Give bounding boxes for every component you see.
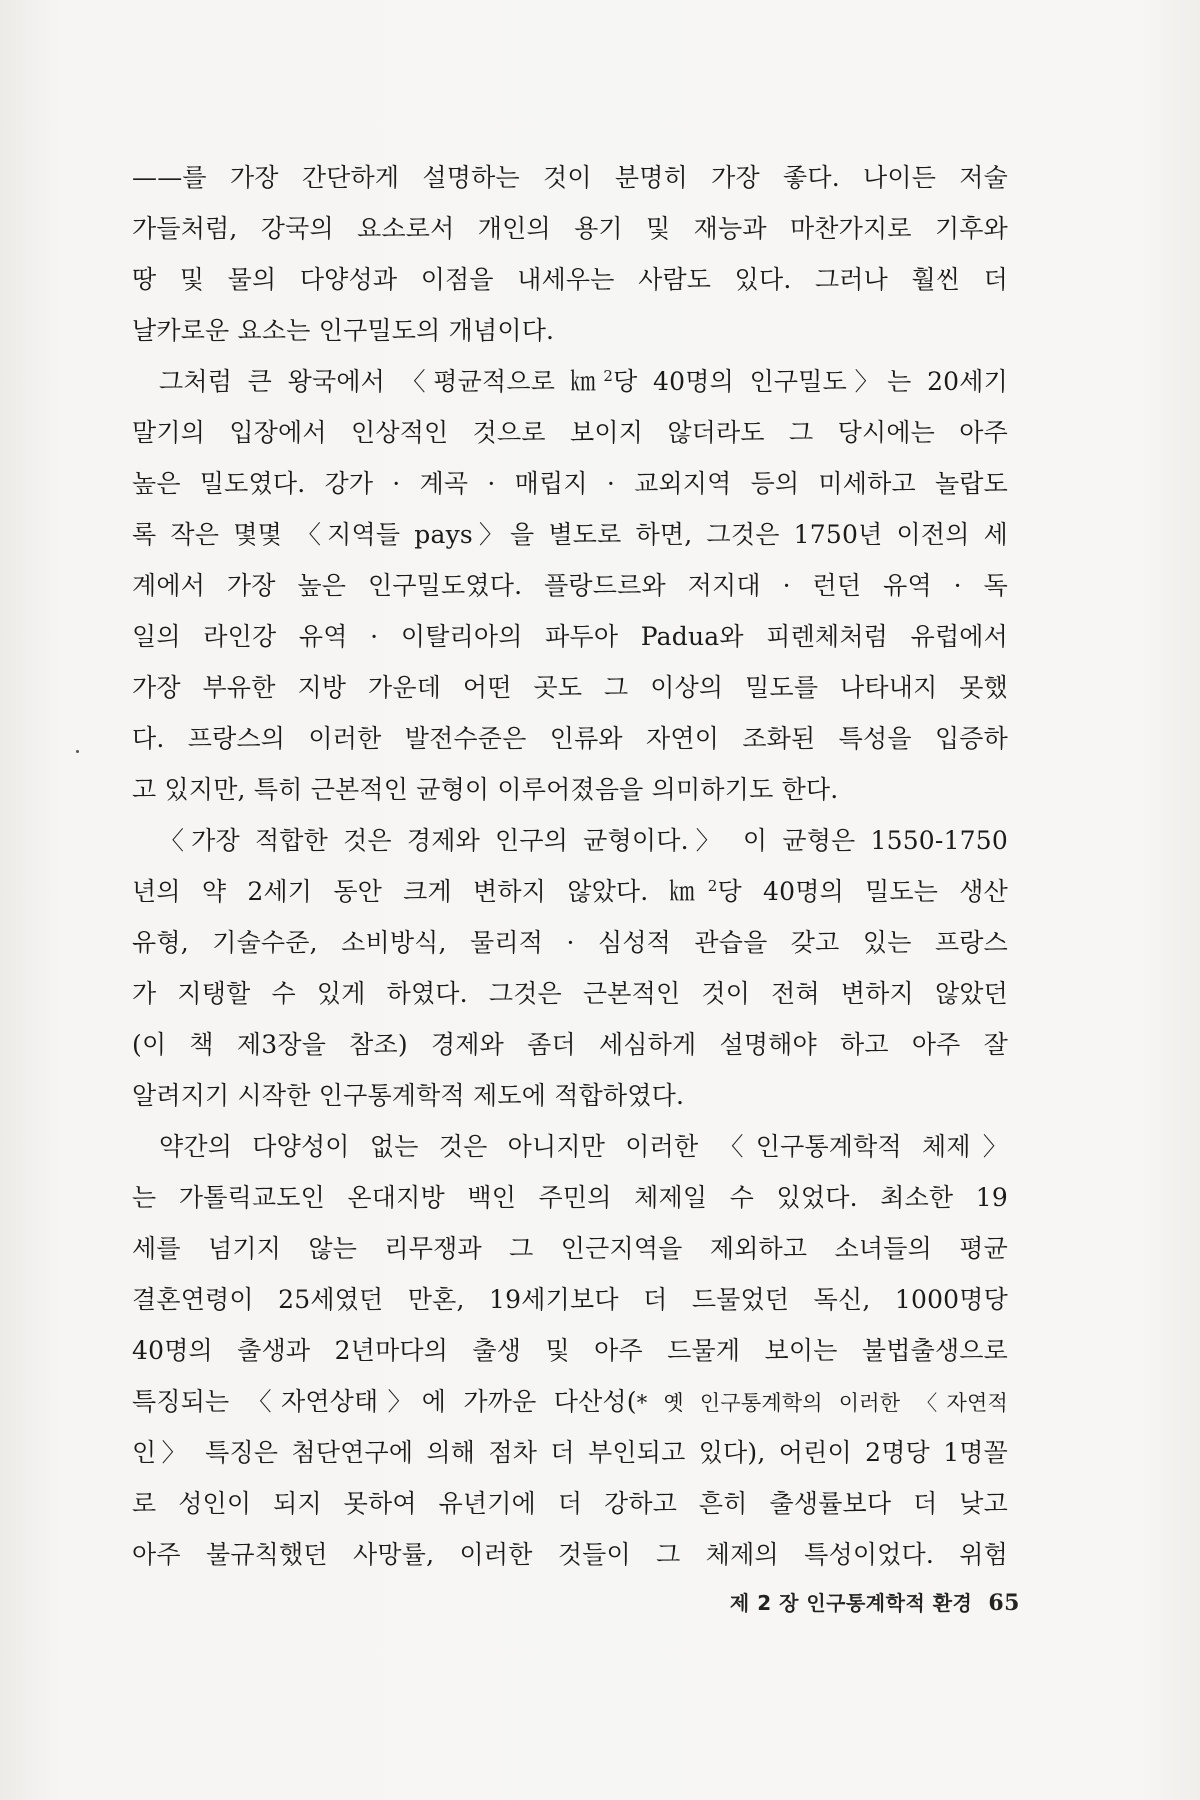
- text-line: 가장 부유한 지방 가운데 어떤 곳도 그 이상의 밀도를 나타내지 못했: [132, 673, 1008, 702]
- text-line: 로 성인이 되지 못하여 유년기에 더 강하고 흔히 출생률보다 더 낮고: [132, 1489, 1008, 1518]
- body-text: [132, 152, 1008, 1580]
- text-line: 말기의 입장에서 인상적인 것으로 보이지 않더라도 그 당시에는 아주: [132, 418, 1008, 447]
- text-line: 날카로운 요소는 인구밀도의 개념이다.: [132, 316, 555, 345]
- chapter-title: 제 2 장 인구통계학적 환경: [729, 1591, 973, 1615]
- superscript: 2: [603, 367, 614, 385]
- paper-speck: [76, 750, 79, 753]
- text-line: 알려지기 시작한 인구통계학적 제도에 적합하였다.: [132, 1081, 685, 1110]
- text-line: 일의 라인강 유역 · 이탈리아의 파두아 Padua와 피렌체처럼 유럽에서: [132, 622, 1008, 651]
- text-segment: 특징되는 〈자연상태〉에 가까운 다산성(: [132, 1387, 637, 1416]
- text-line: 높은 밀도였다. 강가 · 계곡 · 매립지 · 교외지역 등의 미세하고 놀랍도: [132, 469, 1008, 498]
- text-line: 유형, 기술수준, 소비방식, 물리적 · 심성적 관습을 갖고 있는 프랑스: [132, 928, 1008, 957]
- text-line: 계에서 가장 높은 인구밀도였다. 플랑드르와 저지대 · 런던 유역 · 독: [132, 571, 1008, 600]
- text-line: 약간의 다양성이 없는 것은 아니지만 이러한 〈인구통계학적 체제〉: [159, 1132, 1008, 1161]
- text-line: 결혼연령이 25세였던 만혼, 19세기보다 더 드물었던 독신, 1000명당: [132, 1285, 1008, 1314]
- running-footer: [600, 1587, 1020, 1616]
- text-line: 인〉 특징은 첨단연구에 의해 점차 더 부인되고 있다), 어린이 2명당 1명꼴: [132, 1438, 1008, 1467]
- text-line: 다. 프랑스의 이러한 발전수준은 인류와 자연이 조화된 특성을 입증하: [132, 724, 1008, 753]
- text-line: 40명의 출생과 2년마다의 출생 및 아주 드물게 보이는 불법출생으로: [132, 1336, 1008, 1365]
- text-segment: 당 40명의 밀도는 생산: [717, 877, 1008, 906]
- text-line: [132, 1376, 1008, 1427]
- text-line: [132, 866, 1008, 917]
- text-segment: 년의 약 2세기 동안 크게 변하지 않았다. ㎞: [132, 877, 708, 906]
- text-line: (이 책 제3장을 참조) 경제와 좀더 세심하게 설명해야 하고 아주 잘: [132, 1030, 1008, 1059]
- text-line: 가들처럼, 강국의 요소로서 개인의 용기 및 재능과 마찬가지로 기후와: [132, 214, 1008, 243]
- text-line: 아주 불규칙했던 사망률, 이러한 것들이 그 체제의 특성이었다. 위험: [132, 1540, 1008, 1569]
- inline-note: * 옛 인구통계학의 이러한 〈자연적: [636, 1391, 1008, 1415]
- text-segment: 그처럼 큰 왕국에서 〈평균적으로 ㎞: [159, 367, 604, 396]
- text-segment: 당 40명의 인구밀도〉는 20세기: [613, 367, 1008, 396]
- text-line: ——를 가장 간단하게 설명하는 것이 분명히 가장 좋다. 나이든 저술: [132, 163, 1008, 192]
- text-line: 땅 및 물의 다양성과 이점을 내세우는 사람도 있다. 그러나 훨씬 더: [132, 265, 1008, 294]
- page-number: 65: [988, 1590, 1020, 1616]
- superscript: 2: [707, 877, 718, 895]
- text-line: 는 가톨릭교도인 온대지방 백인 주민의 체제일 수 있었다. 최소한 19: [132, 1183, 1008, 1212]
- text-line: 가 지탱할 수 있게 하였다. 그것은 근본적인 것이 전혀 변하지 않았던: [132, 979, 1008, 1008]
- text-line: 〈가장 적합한 것은 경제와 인구의 균형이다.〉 이 균형은 1550-1750: [159, 826, 1008, 855]
- text-line: 고 있지만, 특히 근본적인 균형이 이루어졌음을 의미하기도 한다.: [132, 775, 839, 804]
- text-line: 세를 넘기지 않는 리무쟁과 그 인근지역을 제외하고 소녀들의 평균: [132, 1234, 1008, 1263]
- text-line: 록 작은 몇몇 〈지역들 pays〉을 별도로 하면, 그것은 1750년 이전의 세: [132, 520, 1008, 549]
- text-line: [132, 356, 1008, 407]
